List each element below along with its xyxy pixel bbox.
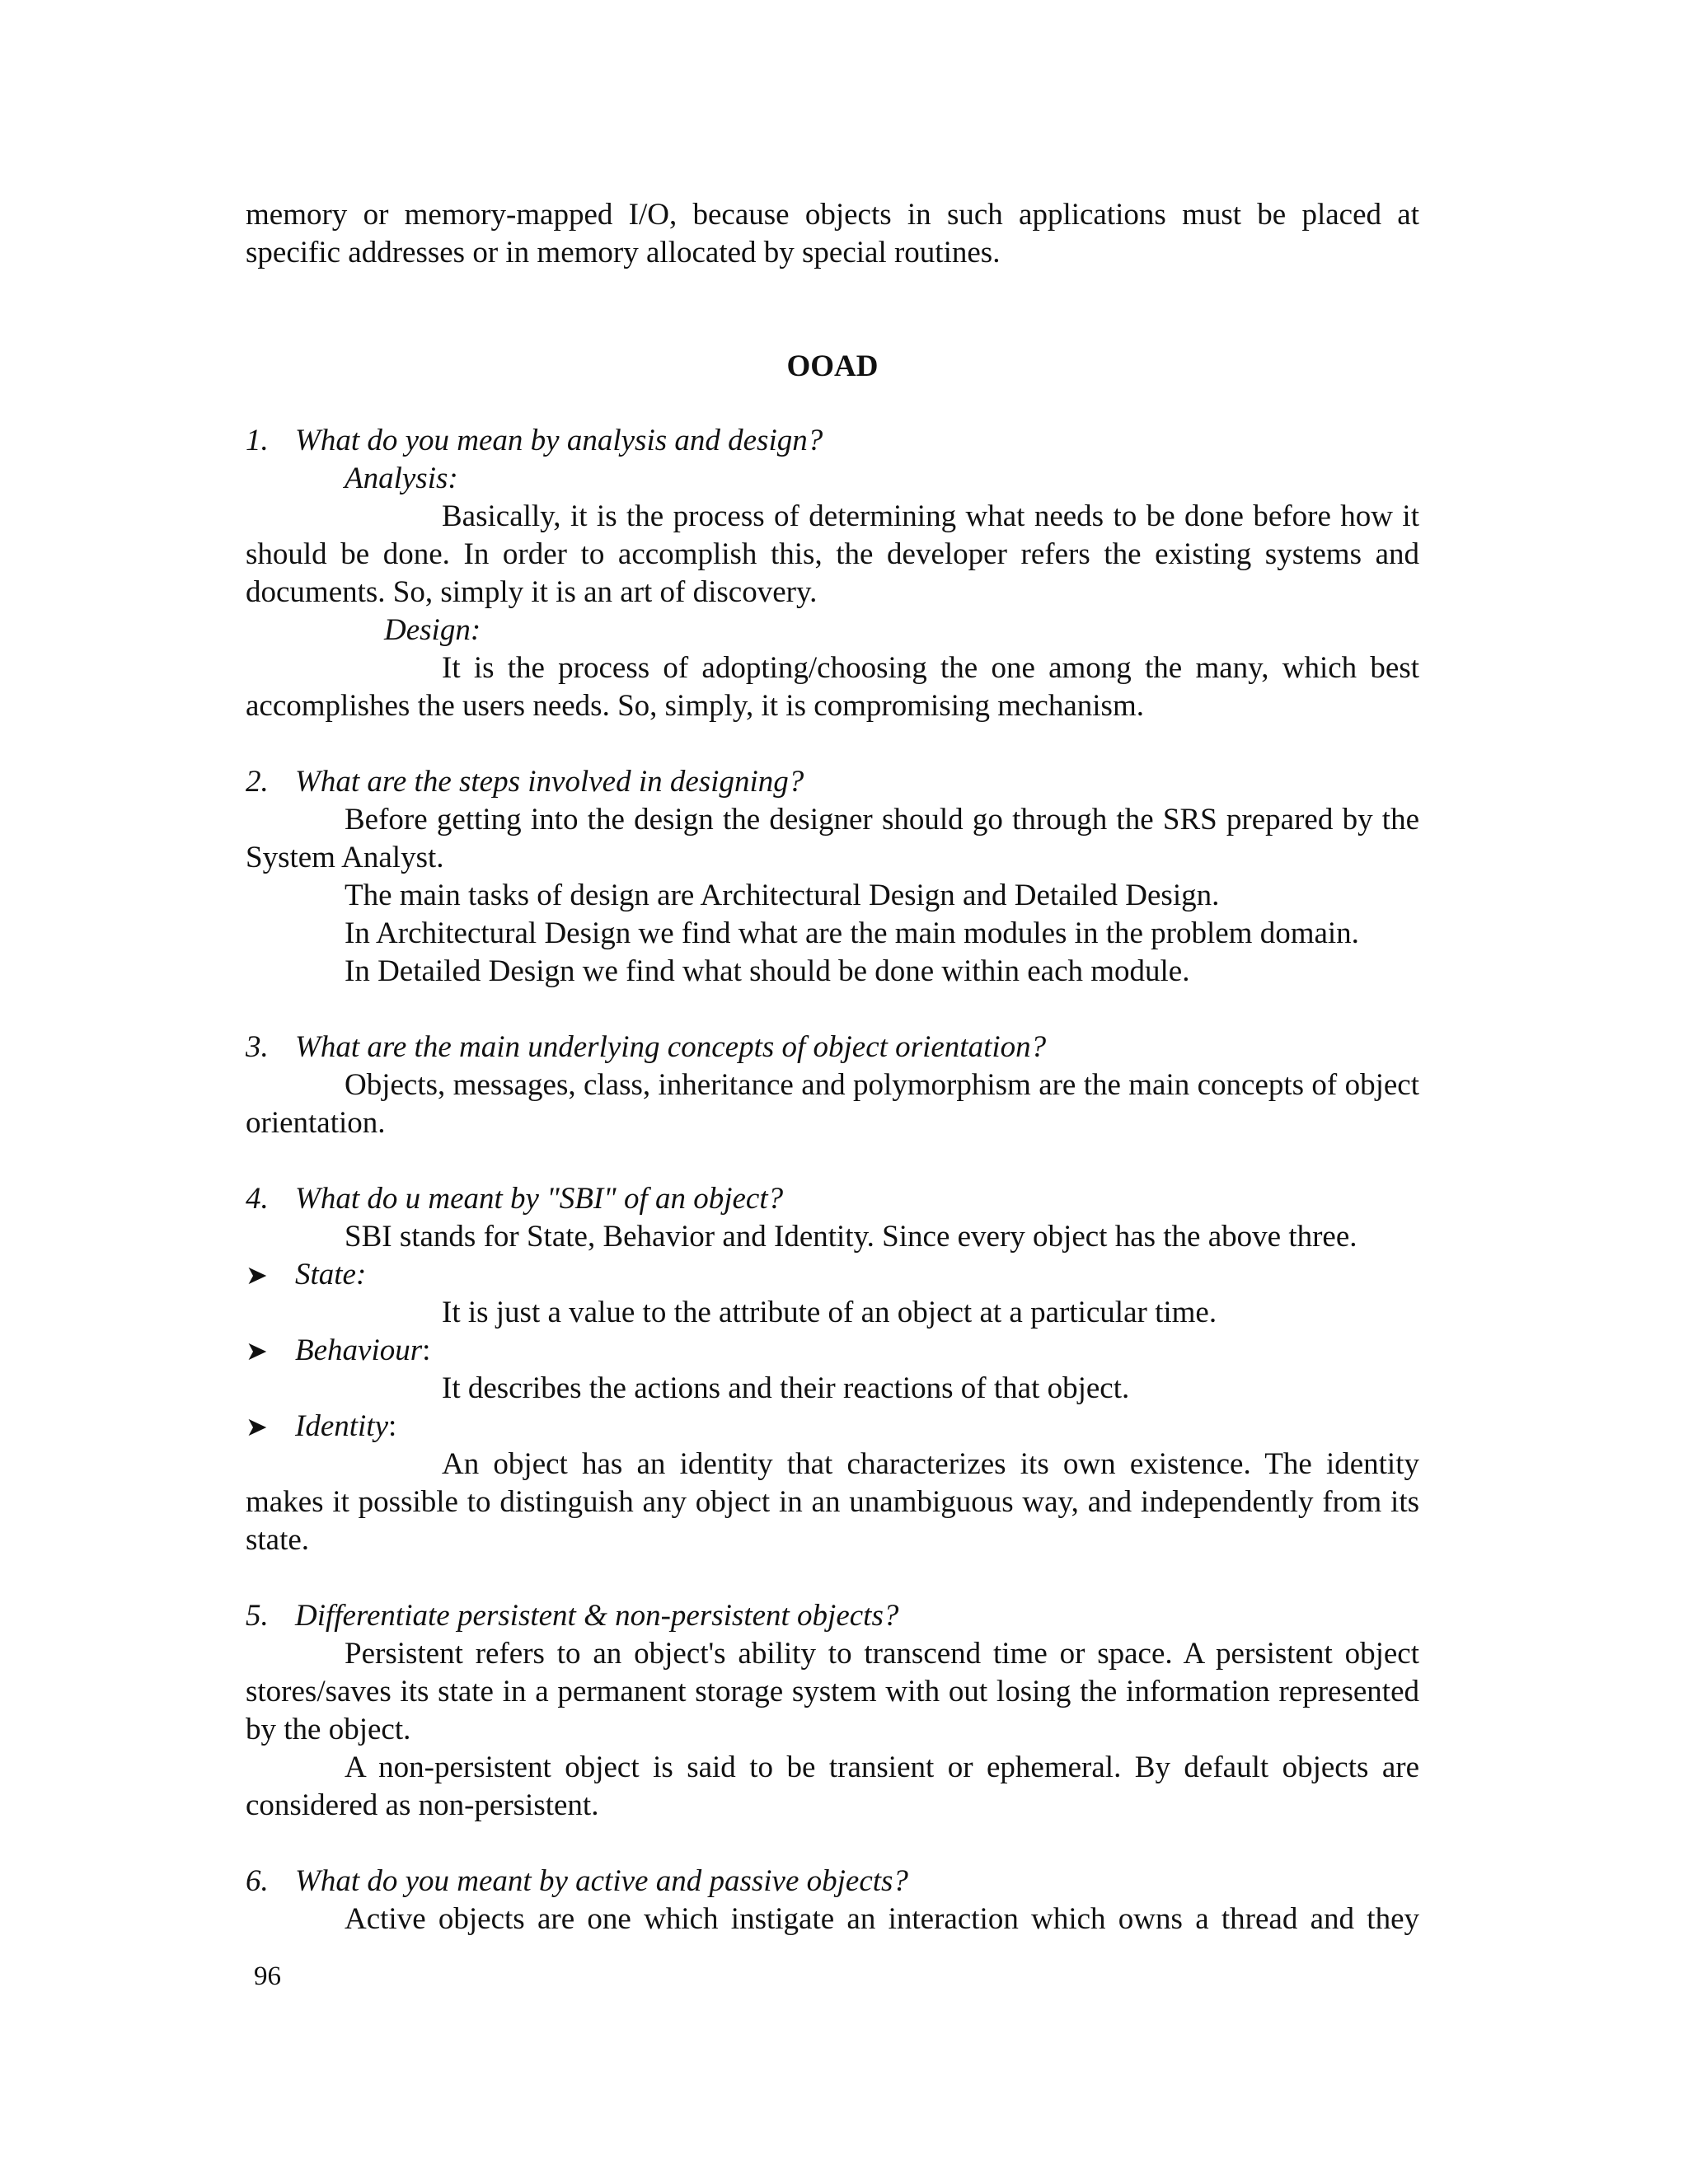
analysis-label: Analysis: [345, 462, 458, 495]
question-number: 1. [246, 424, 269, 457]
question-5 [246, 1597, 1419, 1635]
arrow-bullet-icon: ➤ [246, 1335, 268, 1366]
q2-paragraph-2: The main tasks of design are Architectural Design and Detailed Design. [345, 879, 1220, 912]
q6-paragraph-1: Active objects are one which instigate an interaction which owns a thread and they [345, 1902, 1419, 1936]
q5-paragraph-1: Persistent refers to an object's ability to transcend time or space. A persistent object stores/saves its state in a permanent storage system with out losing the information represented by the object. [246, 1637, 1419, 1746]
q5-paragraph-2: A non-persistent object is said to be transient or ephemeral. By default objects are considered as non-persistent. [246, 1750, 1419, 1822]
intro-line-1: memory or memory-mapped I/O, because objects in such applications must be placed at [246, 198, 1419, 232]
intro-line-2: specific addresses or in memory allocated by special routines. [246, 236, 1001, 269]
behaviour-label: Behaviour [295, 1333, 423, 1367]
question-text: What do you meant by active and passive objects? [295, 1864, 908, 1898]
question-4 [246, 1180, 1419, 1218]
question-number: 3. [246, 1030, 269, 1064]
question-number: 4. [246, 1182, 269, 1216]
q3-paragraph-1: Objects, messages, class, inheritance and polymorphism are the main concepts of object orientation. [246, 1068, 1419, 1140]
question-6 [246, 1863, 1419, 1900]
section-heading: OOAD [786, 349, 879, 383]
question-2 [246, 763, 1419, 801]
question-text: What do u meant by "SBI" of an object? [295, 1182, 784, 1216]
design-text: It is the process of adopting/choosing the one among the many, which best accomplishes the users needs. So, simply, it is compromising mechanism. [246, 651, 1419, 723]
bullet-state [246, 1256, 1419, 1294]
q4-paragraph-1: SBI stands for State, Behavior and Identity. Since every object has the above three. [345, 1220, 1357, 1254]
question-text: What are the main underlying concepts of object orientation? [295, 1030, 1047, 1064]
analysis-text: Basically, it is the process of determining what needs to be done before how it should be done. In order to accomplish this, the developer refers the existing systems and documents. So, simply it is an art of discovery. [246, 499, 1419, 609]
arrow-bullet-icon: ➤ [246, 1411, 268, 1442]
q2-paragraph-1: Before getting into the design the designer should go through the SRS prepared by the System Analyst. [246, 803, 1419, 874]
question-text: Differentiate persistent & non-persistent objects? [295, 1599, 899, 1633]
question-number: 5. [246, 1599, 269, 1633]
identity-label: Identity [295, 1409, 389, 1443]
bullet-behaviour: ➤ Behaviour: [246, 1332, 1419, 1370]
bullet-identity: ➤ Identity: [246, 1408, 1419, 1446]
state-text: It is just a value to the attribute of an object at a particular time. [442, 1296, 1217, 1329]
q2-paragraph-3: In Architectural Design we find what are the main modules in the problem domain. [345, 916, 1359, 950]
document-page [246, 196, 1419, 1938]
question-1 [246, 422, 1419, 460]
identity-text: An object has an identity that characterizes its own existence. The identity makes it possible to distinguish any object in an unambiguous way, and independently from its state. [246, 1447, 1419, 1557]
state-label: State: [295, 1258, 367, 1291]
behaviour-text: It describes the actions and their reactions of that object. [442, 1371, 1130, 1405]
design-label: Design: [384, 613, 481, 647]
q2-paragraph-4: In Detailed Design we find what should be done within each module. [345, 954, 1190, 988]
question-number: 6. [246, 1864, 269, 1898]
question-text: What are the steps involved in designing? [295, 765, 804, 799]
arrow-bullet-icon: ➤ [246, 1259, 268, 1291]
question-3 [246, 1029, 1419, 1066]
question-text: What do you mean by analysis and design? [295, 424, 823, 457]
page-number: 96 [254, 1961, 281, 1991]
question-number: 2. [246, 765, 269, 799]
